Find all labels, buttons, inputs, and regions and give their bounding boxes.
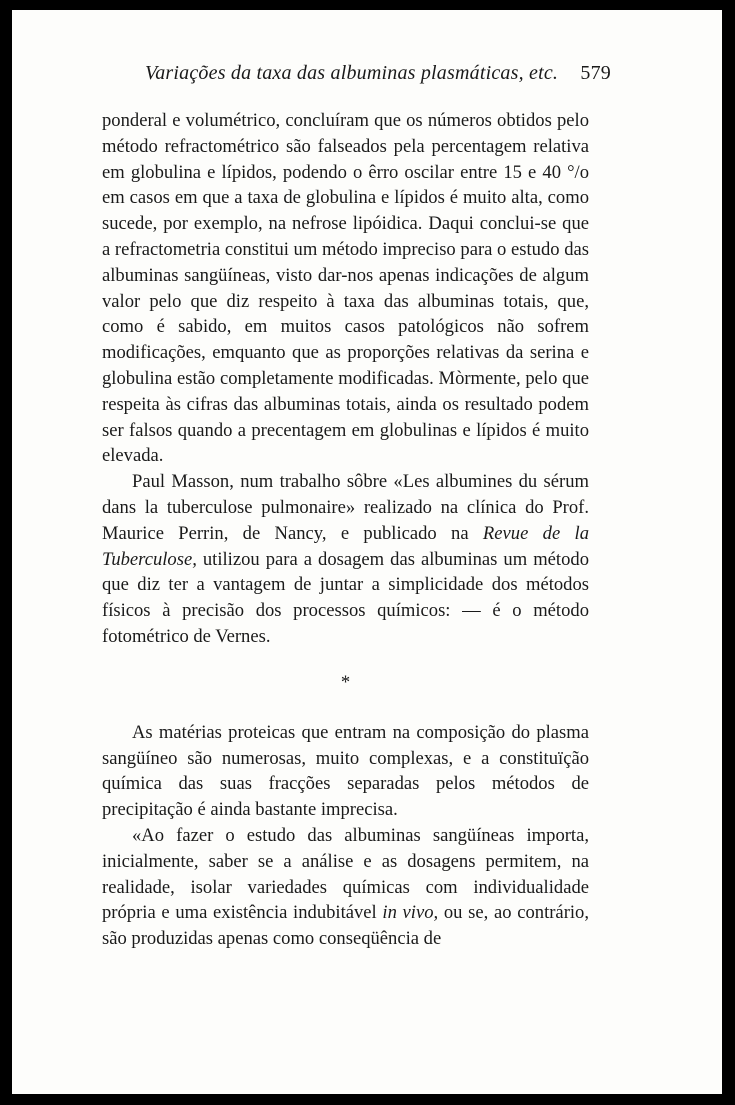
section-separator: * [340, 671, 351, 693]
paragraph-4 [102, 823, 589, 952]
paragraph-2 [102, 469, 589, 650]
book-page [12, 10, 722, 1094]
journal-title: Revue de la Tuberculose, [102, 522, 589, 570]
paragraph-1: ponderal e volumétrico, concluíram que os números obtidos pelo método refractométrico são falseados pela percentagem relativa em globulina e lípidos, podendo o êrro oscilar entre 15 e 40 °/o em casos em que a taxa de globulina e lípidos é muito alta, como sucede, por exemplo, na nefrose lipóidica. Daqui conclui-se que a refractometria constitui um método impreciso para o estudo das albuminas sangüíneas, visto dar-nos apenas indicações de algum valor pelo que diz respeito à taxa das albuminas totais, que, como é sabido, em muitos casos patológicos não sofrem modificações, emquanto que as proporções relativas da serina e globulina estão completamente modificadas. Mòrmente, pelo que respeita às cifras das albuminas totais, ainda os resultado podem ser falsos quando a precentagem em globulinas e lípidos é muito elevada. [102, 110, 589, 467]
paragraph-3: As matérias proteicas que entram na composição do plasma sangüíneo são numerosas, muito complexas, e a constituïção química das suas fracções separadas pelos métodos de precipitação é ainda bastante imprecisa. [102, 721, 589, 821]
running-header [145, 62, 611, 85]
page-number: 579 [580, 62, 611, 84]
latin-phrase: in vivo, [382, 902, 439, 924]
paragraph-2-text-a: Paul Masson, num trabalho sôbre «Les albumines du sérum dans la tuberculose pulmonaire» realizado na clínica do Prof. Maurice Perrin, de Nancy, e publicado na [102, 471, 589, 544]
running-title: Variações da taxa das albuminas plasmáticas, etc. [145, 62, 559, 84]
paragraph-4-text-b: ou se, ao contrário, são produzidas apenas como conseqüência de [102, 902, 589, 950]
paragraph-2-text-b: utilizou para a dosagem das albuminas um método que diz ter a vantagem de juntar a simplicidade dos métodos físicos à precisão dos processos químicos: — é o método fotométrico de Vernes. [102, 548, 589, 647]
body-text [102, 108, 589, 952]
paragraph-4-text-a: «Ao fazer o estudo das albuminas sangüíneas importa, inicialmente, saber se a análise e as dosagens permitem, na realidade, isolar variedades químicas com individualidade própria e uma existência indubitável [102, 824, 589, 924]
